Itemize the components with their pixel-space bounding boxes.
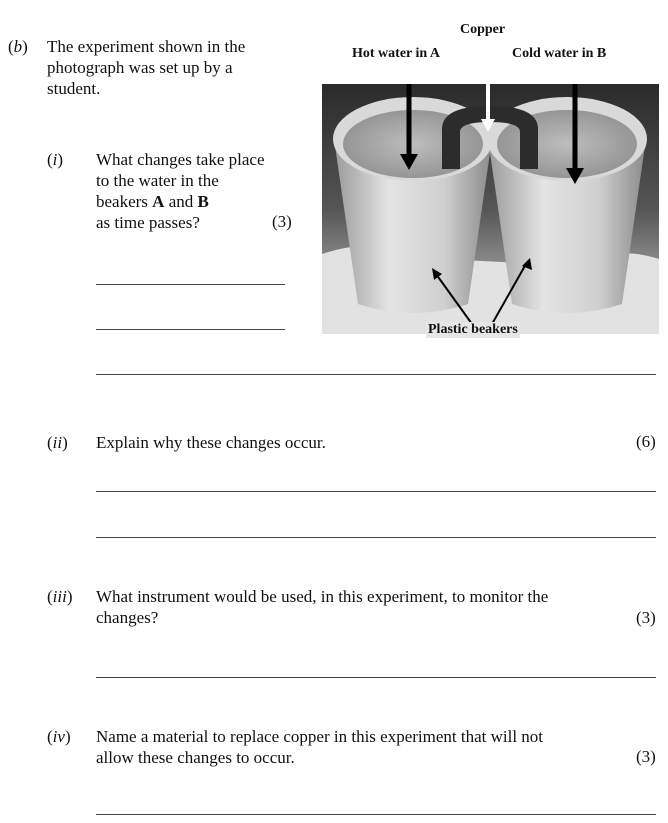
q1-text: What changes take place to the water in the beakers A and B as time passes?	[96, 150, 265, 232]
part-b-intro: The experiment shown in the photograph was set up by a student.	[47, 37, 246, 98]
q3-answer-line[interactable]	[96, 677, 656, 678]
q2-marks: (6)	[636, 432, 656, 451]
q3-marks: (3)	[636, 608, 656, 627]
part-b-label: (b)	[8, 37, 28, 56]
q1-number: (i)	[47, 150, 64, 169]
label-cold-water: Cold water in B	[512, 46, 607, 61]
q1-answer-line-3[interactable]	[96, 374, 656, 375]
q2-answer-line-1[interactable]	[96, 491, 656, 492]
q3-text: What instrument would be used, in this experiment, to monitor the changes?	[96, 587, 549, 627]
q2-text: Explain why these changes occur.	[96, 433, 326, 452]
q4-marks: (3)	[636, 747, 656, 766]
q2-number: (ii)	[47, 433, 68, 452]
q4-number: (iv)	[47, 727, 71, 746]
q1-marks: (3)	[272, 212, 292, 231]
q4-text: Name a material to replace copper in this experiment that will not allow these changes to occur.	[96, 727, 544, 767]
q2-answer-line-2[interactable]	[96, 537, 656, 538]
experiment-photo	[322, 84, 659, 334]
label-copper: Copper	[460, 22, 506, 37]
label-plastic-beakers: Plastic beakers	[428, 322, 518, 337]
q1-answer-line-1[interactable]	[96, 284, 285, 285]
q4-answer-line[interactable]	[96, 814, 656, 815]
label-hot-water: Hot water in A	[352, 46, 441, 61]
q1-answer-line-2[interactable]	[96, 329, 285, 330]
q3-number: (iii)	[47, 587, 73, 606]
